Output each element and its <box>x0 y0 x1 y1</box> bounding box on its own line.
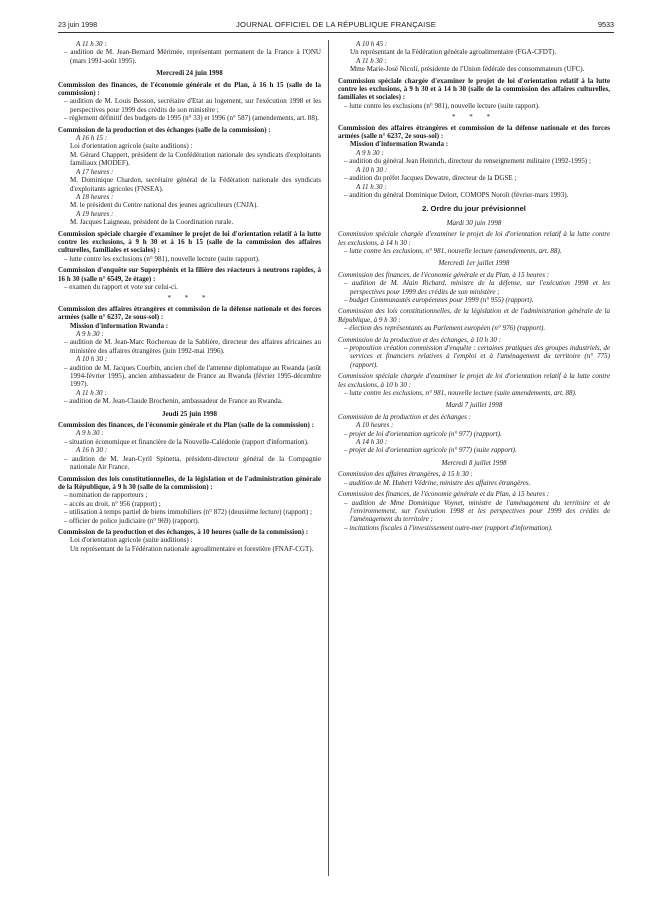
committee-heading: Commission spéciale chargée d'examiner le projet de loi d'orientation relatif à la lutte contre les exclusions, à 10 h 30 : <box>338 372 610 389</box>
committee-heading: Commission des finances, de l'économie générale et du Plan, à 15 heures : <box>338 270 550 279</box>
agenda-item: – audition de Mme Dominique Voynet, ministre de l'aménagement du territoire et de l'environnement, sur l'exécution 1998 et les perspectives pour 1999 des crédits de l'aménagement du territoire ; <box>344 498 610 524</box>
committee-heading: Commission spéciale chargée d'examiner le projet de loi d'orientation relatif à la lutte contre les exclusions, à 9 h 30 et à 14 h 30 (salle de la commission des affaires culturelles, familiales et sociales) : <box>338 76 610 102</box>
time-line: A 11 h 30 : <box>356 182 387 191</box>
time-line: A 10 h 30 : <box>76 355 108 364</box>
committee-heading: Commission des finances, de l'économie générale et du Plan (salle de la commission) : <box>58 421 315 430</box>
agenda-item: – audition du général Dominique Delort, COMOPS Noroît (février-mars 1993). <box>344 190 569 199</box>
agenda-item: – lutte contre les exclusions (n° 981), nouvelle lecture (suite rapport). <box>344 101 540 110</box>
agenda-item: – audition de M. Jean-Bernard Mérimée, représentant permanent de la France à l'ONU (mars 1991-août 1995). <box>64 48 321 65</box>
committee-heading: Commission des lois constitutionnelles, de la législation et de l'administration générale de la République, à 9 h 30 (salle de la commission) : <box>58 474 321 491</box>
day-heading: Jeudi 25 juin 1998 <box>161 409 218 418</box>
header-rule <box>58 32 614 33</box>
agenda-item: – audition de M. Hubert Védrine, ministre des affaires étrangères. <box>344 478 531 487</box>
agenda-item: – utilisation à temps partiel de biens immobiliers (n° 872) (deuxième lecture) (rapport) ; <box>64 508 313 517</box>
time-line: A 16 h 30 : <box>76 446 108 455</box>
committee-heading: Commission de la production et des échanges (salle de la commission) : <box>58 125 271 134</box>
committee-heading: Commission de la production et des échanges, à 10 heures (salle de la commission) : <box>58 527 309 536</box>
agenda-item: – lutte contre les exclusions (n° 981), nouvelle lecture (suite rapport). <box>64 254 260 263</box>
issue-date: 23 juin 1998 <box>58 20 98 29</box>
time-line: A 11 h 30 : <box>356 56 387 65</box>
agenda-item: – projet de loi d'orientation agricole (n° 977) (rapport). <box>344 429 502 438</box>
committee-heading: Commission des affaires étrangères et commission de la défense nationale et des forces armées (salle n° 6237, 2e sous-sol) : <box>338 123 610 141</box>
agenda-item: – nomination de rapporteurs ; <box>64 491 148 500</box>
section-title: 2. Ordre du jour prévisionnel <box>422 204 526 214</box>
committee-heading: Commission spéciale chargée d'examiner le projet de loi d'orientation relatif à la lutte contre les exclusions, à 14 h 30 : <box>338 230 610 247</box>
time-line: A 9 h 30 : <box>356 148 384 157</box>
page-number: 9533 <box>598 20 614 29</box>
time-line: A 9 h 30 : <box>76 429 104 438</box>
committee-heading: Commission spéciale chargée d'examiner le projet de loi d'orientation relatif à la lutte contre les exclusions, à 9 h 30 et à 16 h 15 (salle de la commission des affaires culturelles, familiales et sociales) : <box>58 229 321 255</box>
committee-heading: Commission des affaires étrangères, à 15 h 30 : <box>338 470 473 479</box>
agenda-item: – audition du préfet Jacques Dewatre, directeur de la DGSE ; <box>344 174 517 183</box>
time-line: A 9 h 30 : <box>76 330 104 338</box>
agenda-item: Loi d'orientation agricole (suite auditions) : <box>70 536 193 545</box>
agenda-item: Un représentant de la Fédération générale agroalimentaire (FGA-CFDT). <box>350 48 557 57</box>
agenda-item: – audition du général Jean Heinrich, directeur du renseignement militaire (1992-1995) ; <box>344 157 591 166</box>
day-heading: Mercredi 8 juillet 1998 <box>441 458 507 467</box>
agenda-item: Un représentant de la Fédération nationale agroalimentaire et forestière (FNAF-CGT). <box>70 544 314 553</box>
agenda-item: – examen du rapport et vote sur celui-ci. <box>64 282 178 291</box>
agenda-item: – situation économique et financière de la Nouvelle-Calédonie (rapport d'information). <box>64 437 309 446</box>
committee-heading: Commission de la production et des échanges : <box>338 412 472 421</box>
agenda-item: – audition de M. Alain Richard, ministre de la défense, sur l'exécution 1998 et les perspectives pour 1999 des crédits de son ministère ; <box>344 279 610 296</box>
agenda-item: – incitations fiscales à l'investissement outre-mer (rapport d'information). <box>344 523 553 532</box>
agenda-item: – lutte contre les exclusions, n° 981, nouvelle lecture (amendements, art. 88). <box>344 246 562 255</box>
time-line: A 11 h 30 : <box>76 388 107 397</box>
agenda-item: – audition de M. Jean-Marc Rochereau de la Sablière, directeur des affaires africaines au ministère des affaires étrangères (juin 1992-mai 1996). <box>64 338 321 355</box>
day-heading: Mercredi 24 juin 1998 <box>156 69 223 78</box>
time-line: A 10 h 30 : <box>356 165 388 174</box>
day-heading: Mercredi 1er juillet 1998 <box>438 259 510 268</box>
agenda-item: – élection des représentants au Parlement européen (n° 976) (rapport). <box>344 324 546 333</box>
agenda-item: M. Dominique Chardon, secrétaire général de la Fédération nationale des syndicats d'exploitants agricoles (FNSEA). <box>70 176 321 193</box>
committee-heading: Commission des finances, de l'économie générale et du Plan, à 15 heures : <box>338 490 550 499</box>
agenda-item: Mme Marie-José Nicoli, présidente de l'Union fédérale des consommateurs (UFC). <box>350 65 585 74</box>
section-stars: * * * <box>167 294 212 303</box>
time-line: A 14 h 30 : <box>356 438 388 447</box>
agenda-item: Loi d'orientation agricole (suite auditions) : <box>70 142 193 151</box>
journal-title: JOURNAL OFFICIEL DE LA RÉPUBLIQUE FRANÇAISE <box>235 20 437 29</box>
section-stars: * * * <box>451 113 497 122</box>
time-line: A 11 h 30 : <box>76 40 107 48</box>
agenda-item: – audition de M. Jean-Claude Brochenin, ambassadeur de France au Rwanda. <box>64 397 283 406</box>
agenda-item: – officier de police judiciaire (n° 969) (rapport). <box>64 516 200 525</box>
committee-heading: Commission des affaires étrangères et commission de la défense nationale et des forces armées (salle n° 6237, 2e sous-sol) : <box>58 304 321 322</box>
time-line: A 10 h 45 : <box>356 40 388 48</box>
agenda-item: M. le président du Centre national des jeunes agriculteurs (CNJA). <box>70 201 259 210</box>
agenda-item: – budget Communautés européennes pour 1999 (n° 955) (rapport). <box>344 295 534 304</box>
agenda-item: M. Gérard Chappert, président de la Confédération nationale des syndicats d'exploitants familiaux (MODEF). <box>70 150 321 168</box>
column-divider <box>328 40 329 876</box>
right-column <box>338 40 610 532</box>
agenda-item: – règlement définitif des budgets de 1995 (n° 33) et 1996 (n° 587) (amendements, art. 88). <box>64 114 319 123</box>
agenda-item: – audition de M. Jacques Courbin, ancien chef de l'antenne diplomatique au Rwanda (août 1994-février 1995), ancien ambassadeur de France au Rwanda (février 1995-décembre 1997). <box>64 363 321 389</box>
committee-heading: Commission de la production et des échanges, à 10 h 30 : <box>338 335 501 344</box>
day-heading: Mardi 7 juillet 1998 <box>445 401 503 410</box>
committee-heading: Commission d'enquête sur Superphénix et la filière des réacteurs à neutrons rapides, à 16 h 30 (salle n° 6549, 2e étage) : <box>58 266 321 283</box>
time-line: A 17 heures : <box>76 167 114 176</box>
agenda-item: – projet de loi d'orientation agricole (n° 977) (suite rapport). <box>344 446 517 455</box>
committee-heading: Commission des lois constitutionnelles, de la législation et de l'administration générale de la République, à 9 h 30 : <box>338 307 610 324</box>
agenda-item: – proposition création commission d'enquête : certaines pratiques des groupes industriels, de services et financiers relatives à l'emploi et à l'aménagement du territoire (n° 775) (rapport). <box>344 344 610 369</box>
page-header <box>58 18 614 32</box>
agenda-item: M. Jacques Laigneau, président de la Coordination rurale. <box>70 218 234 227</box>
committee-heading: Commission des finances, de l'économie générale et du Plan, à 16 h 15 (salle de la commission) : <box>58 80 321 98</box>
time-line: A 10 heures : <box>356 421 394 430</box>
time-line: A 16 h 15 : <box>76 134 108 143</box>
agenda-item: – accès au droit, n° 956 (rapport) ; <box>64 499 161 508</box>
agenda-item: – audition de M. Louis Besson, secrétaire d'Etat au logement, sur l'exécution 1998 et les perspectives pour 1999 des crédits de son ministère ; <box>64 97 321 114</box>
mission-heading: Mission d'information Rwanda : <box>70 321 169 330</box>
agenda-item: – audition de M. Jean-Cyril Spinetta, président-directeur général de la Compagnie nationale Air France. <box>64 454 321 472</box>
left-column <box>58 40 321 553</box>
time-line: A 18 heures : <box>76 192 114 201</box>
agenda-item: – lutte contre les exclusions, n° 981, nouvelle lecture (suite amendements, art. 88). <box>344 389 577 398</box>
time-line: A 19 heures : <box>76 209 114 218</box>
day-heading: Mardi 30 juin 1998 <box>446 218 502 227</box>
mission-heading: Mission d'information Rwanda : <box>350 140 449 149</box>
